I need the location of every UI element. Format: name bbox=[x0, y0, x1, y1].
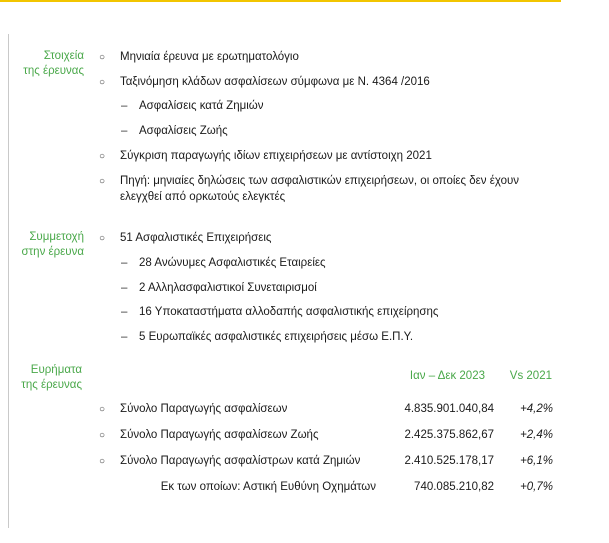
list-item: 5 Ευρωπαϊκές ασφαλιστικές επιχειρήσεις μέσω Ε.Π.Υ. bbox=[139, 331, 414, 343]
bullet-dash-icon: – bbox=[121, 306, 128, 318]
list-item: 28 Ανώνυμες Ασφαλιστικές Εταιρείες bbox=[139, 257, 326, 269]
bullet-dash-icon: – bbox=[121, 125, 128, 137]
section-label-findings bbox=[12, 363, 82, 393]
top-accent-line bbox=[0, 0, 561, 2]
findings-row-change: +2,4% bbox=[520, 429, 553, 441]
bullet-circle-icon: ○ bbox=[99, 151, 106, 162]
bullet-circle-icon: ○ bbox=[99, 233, 106, 244]
findings-row-value: 4.835.901.040,84 bbox=[404, 403, 494, 415]
bullet-circle-icon: ○ bbox=[99, 52, 106, 63]
bullet-circle-icon: ○ bbox=[99, 176, 106, 187]
list-item: 2 Αλληλασφαλιστικοί Συνεταιρισμοί bbox=[139, 282, 317, 294]
list-item: Ταξινόμηση κλάδων ασφαλίσεων σύμφωνα με Ν. 4364 /2016 bbox=[120, 76, 430, 88]
bullet-dash-icon: – bbox=[121, 331, 128, 343]
section-label-line: Στοιχεία bbox=[43, 50, 84, 62]
findings-row-label: Σύνολο Παραγωγής ασφαλίσεων Ζωής bbox=[120, 429, 319, 441]
findings-row-value: 740.085.210,82 bbox=[414, 481, 494, 493]
list-item: 16 Υποκαταστήματα αλλοδαπής ασφαλιστικής επιχείρησης bbox=[139, 306, 439, 318]
findings-row-label: Εκ των οποίων: Αστική Ευθύνη Οχημάτων bbox=[160, 481, 376, 493]
left-divider-line bbox=[8, 34, 9, 528]
findings-row-change: +0,7% bbox=[520, 481, 553, 493]
section-label-participation bbox=[12, 230, 84, 260]
list-item: Ασφαλίσεις κατά Ζημιών bbox=[139, 100, 264, 112]
section-label-line: Συμμετοχή bbox=[29, 231, 84, 243]
section-label-line: της έρευνας bbox=[23, 65, 84, 77]
findings-row-change: +6,1% bbox=[520, 455, 553, 467]
section-label-details bbox=[12, 49, 84, 79]
section-label-line: Ευρήματα bbox=[30, 364, 82, 376]
bullet-circle-icon: ○ bbox=[99, 404, 106, 415]
column-header-vs: Vs 2021 bbox=[509, 370, 552, 382]
bullet-circle-icon: ○ bbox=[99, 77, 106, 88]
list-item: Σύγκριση παραγωγής ιδίων επιχειρήσεων με αντίστοιχη 2021 bbox=[120, 150, 432, 162]
findings-row-value: 2.425.375.862,67 bbox=[404, 429, 494, 441]
findings-row-value: 2.410.525.178,17 bbox=[404, 455, 494, 467]
section-label-line: της έρευνας bbox=[21, 379, 82, 391]
findings-row-label: Σύνολο Παραγωγής ασφαλίστρων κατά Ζημιών bbox=[120, 455, 361, 467]
list-item: Πηγή: μηνιαίες δηλώσεις των ασφαλιστικών επιχειρήσεων, οι οποίες δεν έχουν bbox=[120, 175, 520, 187]
findings-row-label: Σύνολο Παραγωγής ασφαλίσεων bbox=[120, 403, 288, 415]
list-item: Ασφαλίσεις Ζωής bbox=[139, 125, 228, 137]
bullet-circle-icon: ○ bbox=[99, 430, 106, 441]
bullet-dash-icon: – bbox=[121, 100, 128, 112]
list-item: Μηνιαία έρευνα με ερωτηματολόγιο bbox=[120, 51, 299, 63]
list-item: 51 Ασφαλιστικές Επιχειρήσεις bbox=[120, 232, 272, 244]
bullet-circle-icon: ○ bbox=[99, 456, 106, 467]
bullet-dash-icon: – bbox=[121, 257, 128, 269]
section-label-line: στην έρευνα bbox=[21, 246, 84, 258]
column-header-period: Ιαν – Δεκ 2023 bbox=[409, 370, 485, 382]
findings-row-change: +4,2% bbox=[520, 403, 553, 415]
bullet-dash-icon: – bbox=[121, 282, 128, 294]
list-item-continuation: ελεγχθεί από ορκωτούς ελεγκτές bbox=[120, 191, 286, 203]
